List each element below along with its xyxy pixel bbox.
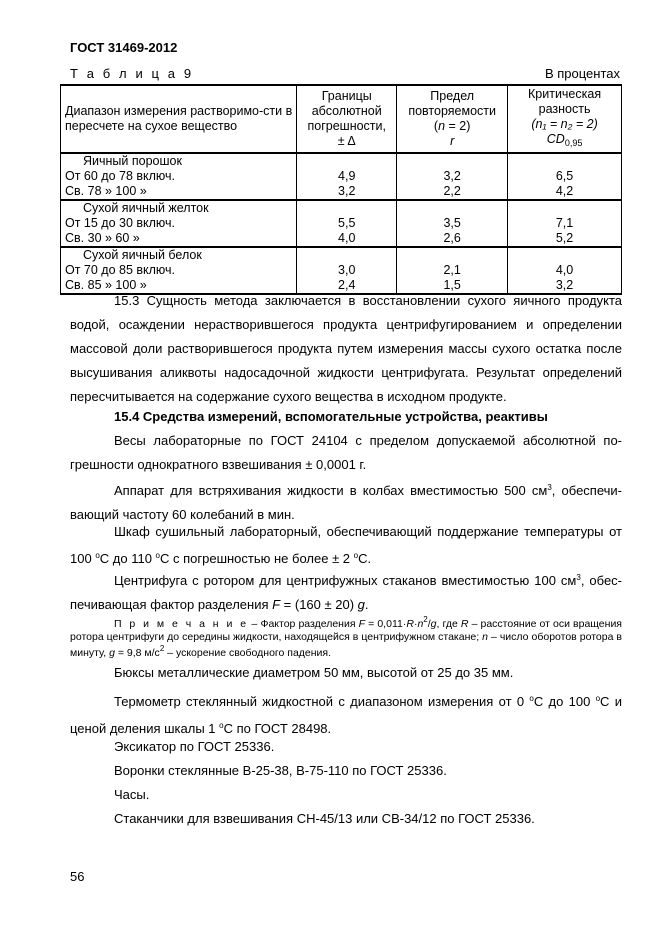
cell-delta: 4,0 (297, 231, 397, 247)
cell-range: Св. 85 » 100 » (61, 278, 297, 294)
col-header-critical-l3: (n₁ = n₂ = 2) (531, 117, 598, 131)
cell-range: От 60 до 78 включ. (61, 169, 297, 184)
cell-r: 2,1 (397, 263, 508, 278)
paragraph-15-3: 15.3 Сущность метода заключается в восстановлении сухого яичного продукта водой, осаждении нерастворившегося продукта центрифугированием и определении массовой доли растворившегося продукта путем измерения массы сухого остатка после высушивания аликвоты надосадочной жидкости центрифугата. Результат определений пересчитывается на содержание сухого вещества в исходном продукте. (70, 293, 622, 404)
table-row (61, 184, 622, 200)
col-header-repeat-l1: Предел (430, 89, 475, 103)
data-table (60, 84, 622, 295)
paragraph-scales: Весы лабораторные по ГОСТ 24104 с пределом допускаемой абсолютной по-грешности однократного взвешивания ± 0,0001 г. (70, 433, 622, 472)
cell-delta: 3,0 (297, 263, 397, 278)
col-header-delta-l4: ± Δ (337, 134, 356, 148)
cell-range: Св. 78 » 100 » (61, 184, 297, 200)
note: П р и м е ч а н и е – Фактор разделения $F = 0,011\cdot R\cdot n^2/g$, где R – расстояние от оси вращения ротора центрифуги до середины жидкости, находящейся в центрифужном стакане; n – число оборотов ротора в минуту, g = 9,8 $м/с^2$ – ускорение свободного падения. (70, 615, 622, 659)
col-header-critical-l2: разность (538, 102, 591, 116)
paragraph-centrifuge: Центрифуга с ротором для центрифужных стаканов вместимостью 100 $см^3$, обес-печивающая фактор разделения F = (160 ± 20) g. (70, 573, 623, 612)
col-header-delta-l2: абсолютной (311, 104, 382, 118)
cell-r: 2,6 (397, 231, 508, 247)
group-name: Яичный порошок (61, 153, 297, 169)
table-row (61, 169, 622, 184)
table-row (61, 231, 622, 247)
cell-cd: 4,0 (508, 263, 622, 278)
table-units: В процентах (544, 66, 620, 81)
paragraph-shaker: Аппарат для встряхивания жидкости в колбах вместимостью 500 $см^3$, обеспечи-вающий частоту 60 колебаний в мин. (70, 483, 623, 522)
cell-cd: 7,1 (508, 216, 622, 231)
table-group-row (61, 153, 622, 169)
col-header-repeat (397, 85, 508, 153)
paragraph-funnels: Воронки стеклянные В-25-38, В-75-110 по ГОСТ 25336. (114, 763, 447, 778)
document-header: ГОСТ 31469-2012 (70, 40, 178, 55)
cell-r: 1,5 (397, 278, 508, 294)
col-header-critical (508, 85, 622, 153)
cell-delta: 2,4 (297, 278, 397, 294)
col-header-delta (297, 85, 397, 153)
table-group-row (61, 247, 622, 263)
paragraph-bux: Бюксы металлические диаметром 50 мм, высотой от 25 до 35 мм. (114, 665, 514, 680)
col-header-delta-l1: Границы (321, 89, 372, 103)
col-header-delta-l3: погрешности, (307, 119, 386, 133)
group-name: Сухой яичный белок (61, 247, 297, 263)
table-row (61, 263, 622, 278)
cell-range: От 15 до 30 включ. (61, 216, 297, 231)
cell-delta: 5,5 (297, 216, 397, 231)
section-heading-15-4: 15.4 Средства измерений, вспомогательные устройства, реактивы (114, 409, 548, 424)
col-header-repeat-l3: (n = 2) (433, 119, 471, 133)
table-group-row (61, 200, 622, 216)
cell-r: 3,2 (397, 169, 508, 184)
cell-delta: 3,2 (297, 184, 397, 200)
col-header-critical-l4: $CD_{0,95}$ (546, 132, 583, 148)
cell-range: От 70 до 85 включ. (61, 263, 297, 278)
cell-r: 3,5 (397, 216, 508, 231)
col-header-critical-l1: Критическая (528, 87, 602, 101)
paragraph-exsiccator: Эксикатор по ГОСТ 25336. (114, 739, 275, 754)
table-caption: Т а б л и ц а 9 (70, 66, 194, 81)
cell-cd: 3,2 (508, 278, 622, 294)
paragraph-oven: Шкаф сушильный лабораторный, обеспечивающий поддержание температуры от 100 $^o$С до 110 $^o$С с погрешностью не более ± 2 $^o$С. (70, 524, 622, 566)
col-header-repeat-l4: r (450, 134, 455, 148)
table-row (61, 216, 622, 231)
cell-cd: 6,5 (508, 169, 622, 184)
cell-delta: 4,9 (297, 169, 397, 184)
cell-cd: 5,2 (508, 231, 622, 247)
group-name: Сухой яичный желток (61, 200, 297, 216)
page-number: 56 (70, 869, 85, 884)
cell-r: 2,2 (397, 184, 508, 200)
cell-range: Св. 30 » 60 » (61, 231, 297, 247)
table-header-row (61, 85, 622, 153)
col-header-repeat-l2: повторяемости (408, 104, 496, 118)
paragraph-thermometer: Термометр стеклянный жидкостной с диапазоном измерения от 0 $^o$С до 100 $^o$С и ценой деления шкалы 1 $^o$С по ГОСТ 28498. (70, 694, 622, 736)
paragraph-clock: Часы. (114, 787, 150, 802)
cell-cd: 4,2 (508, 184, 622, 200)
paragraph-beakers: Стаканчики для взвешивания СН-45/13 или СВ-34/12 по ГОСТ 25336. (114, 811, 535, 826)
col-header-range: Диапазон измерения растворимо-сти в пересчете на сухое вещество (61, 85, 297, 153)
